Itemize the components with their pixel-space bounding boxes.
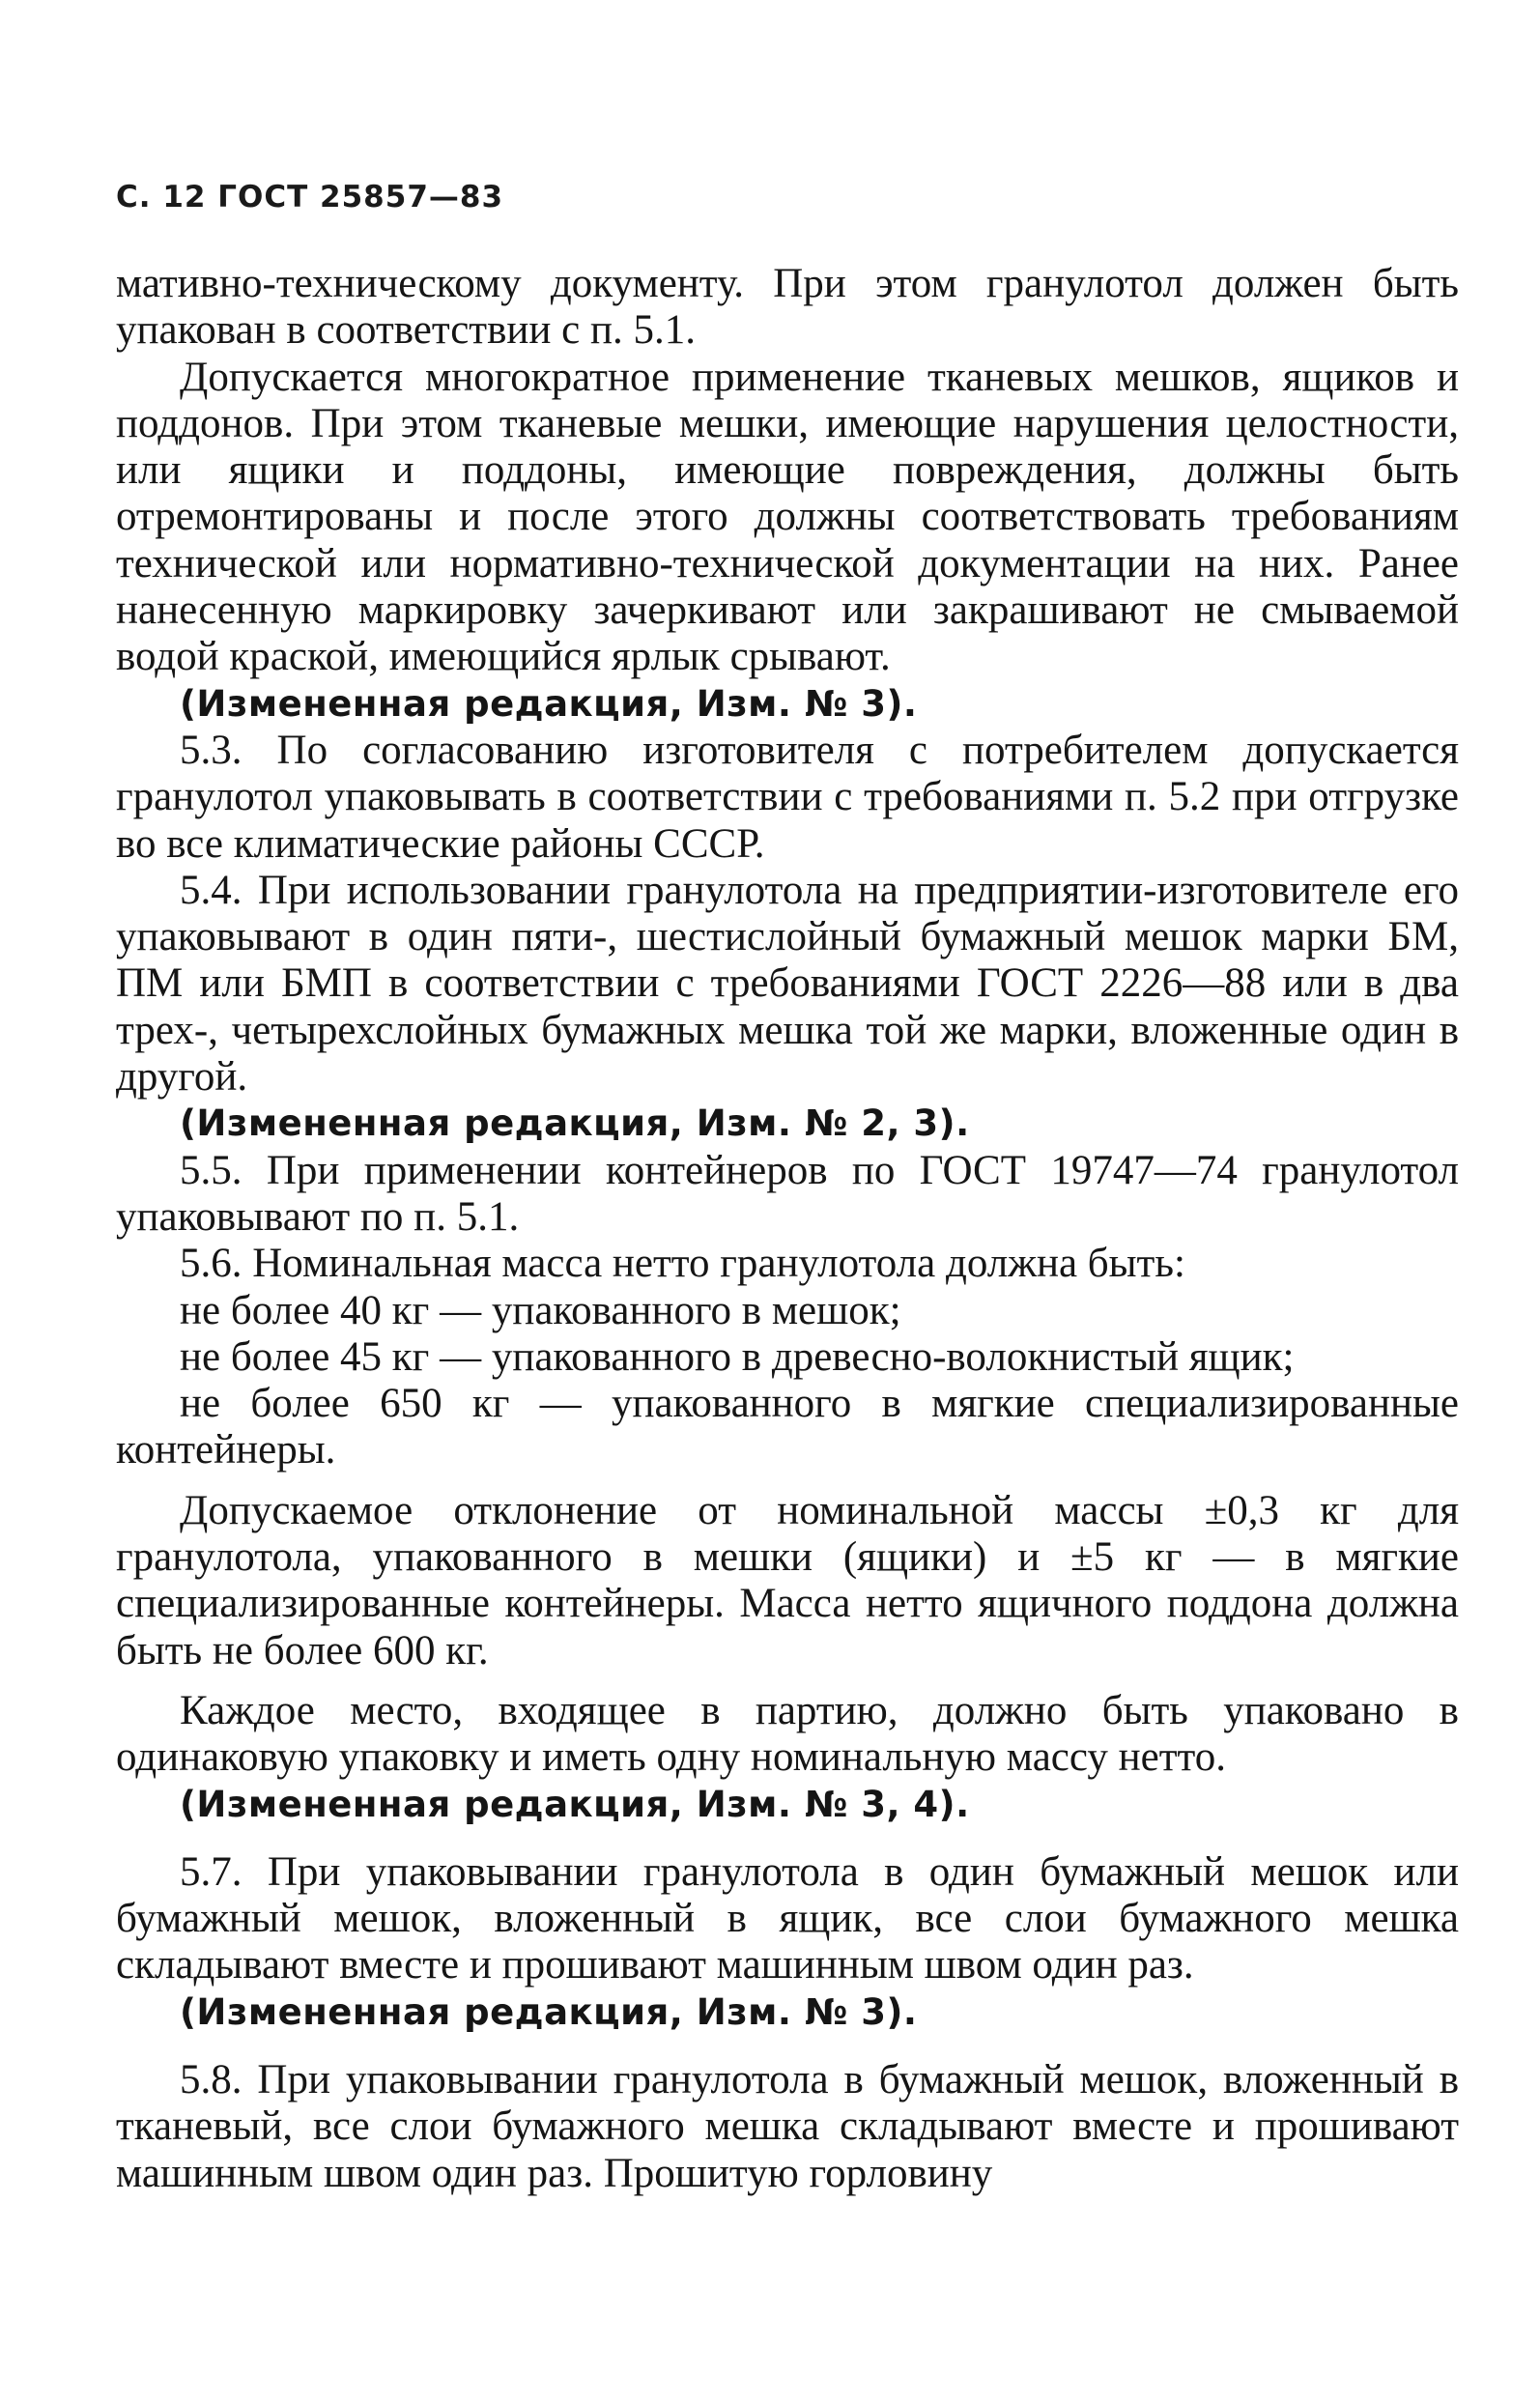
clause-5-7: 5.7. При упаковывании гранулотола в один бумажный мешок или бумажный мешок, вложенный в ящик, все слои бумажного мешка складывают вместе и прошивают машинным швом один раз.	[116, 1848, 1459, 1988]
paragraph-mass-tolerance: Допускаемое отклонение от номинальной массы ±0,3 кг для гранулотола, упакованного в мешки (ящики) и ±5 кг — в мягкие специализированные контейнеры. Масса нетто ящичного поддона должна быть не более 600 кг.	[116, 1487, 1459, 1674]
clause-5-4: 5.4. При использовании гранулотола на предприятии-изготовителе его упаковывают в один пяти-, шестислойный бумажный мешок марки БМ, ПМ или БМП в соответствии с требованиями ГОСТ 2226—88 или в два трех-, четырехслойных бумажных мешка той же марки, вложенные один в другой.	[116, 867, 1459, 1101]
amendment-note: (Измененная редакция, Изм. № 3).	[180, 1990, 918, 2033]
list-item: не более 45 кг — упакованного в древесно-волокнистый ящик;	[180, 1333, 1295, 1380]
clause-5-3: 5.3. По согласованию изготовителя с потребителем допускается гранулотол упаковывать в соответствии с требованиями п. 5.2 при отгрузке во все климатические районы СССР.	[116, 727, 1459, 867]
clause-5-8: 5.8. При упаковывании гранулотола в бумажный мешок, вложенный в тканевый, все слои бумажного мешка складывают вместе и прошивают машинным швом один раз. Прошитую горловину	[116, 2056, 1459, 2196]
paragraph-continuation: мативно-техническому документу. При этом гранулотол должен быть упакован в соответствии с п. 5.1.	[116, 261, 1459, 354]
list-item: не более 650 кг — упакованного в мягкие специализированные контейнеры.	[116, 1381, 1459, 1473]
clause-5-6: 5.6. Номинальная масса нетто гранулотола должна быть:	[180, 1241, 1185, 1287]
paragraph-uniform-packaging: Каждое место, входящее в партию, должно быть упаковано в одинаковую упаковку и иметь одну номинальную массу нетто.	[116, 1687, 1459, 1781]
amendment-note: (Измененная редакция, Изм. № 2, 3).	[180, 1102, 970, 1145]
document-body	[116, 261, 1459, 2197]
page-header: С. 12 ГОСТ 25857—83	[116, 180, 504, 215]
amendment-note: (Измененная редакция, Изм. № 3, 4).	[180, 1783, 970, 1825]
amendment-note: (Измененная редакция, Изм. № 3).	[180, 682, 918, 725]
list-item: не более 40 кг — упакованного в мешок;	[180, 1287, 901, 1333]
paragraph-reuse-of-packaging: Допускается многократное применение тканевых мешков, ящиков и поддонов. При этом тканевые мешки, имеющие нарушения целостности, или ящики и поддоны, имеющие повреждения, должны быть отремонтированы и после этого должны соответствовать требованиям технической или нормативно-технической документации на них. Ранее нанесенную маркировку зачеркивают или закрашивают не смываемой водой краской, имеющийся ярлык срывают.	[116, 354, 1459, 680]
clause-5-5: 5.5. При применении контейнеров по ГОСТ 19747—74 гранулотол упаковывают по п. 5.1.	[116, 1147, 1459, 1240]
